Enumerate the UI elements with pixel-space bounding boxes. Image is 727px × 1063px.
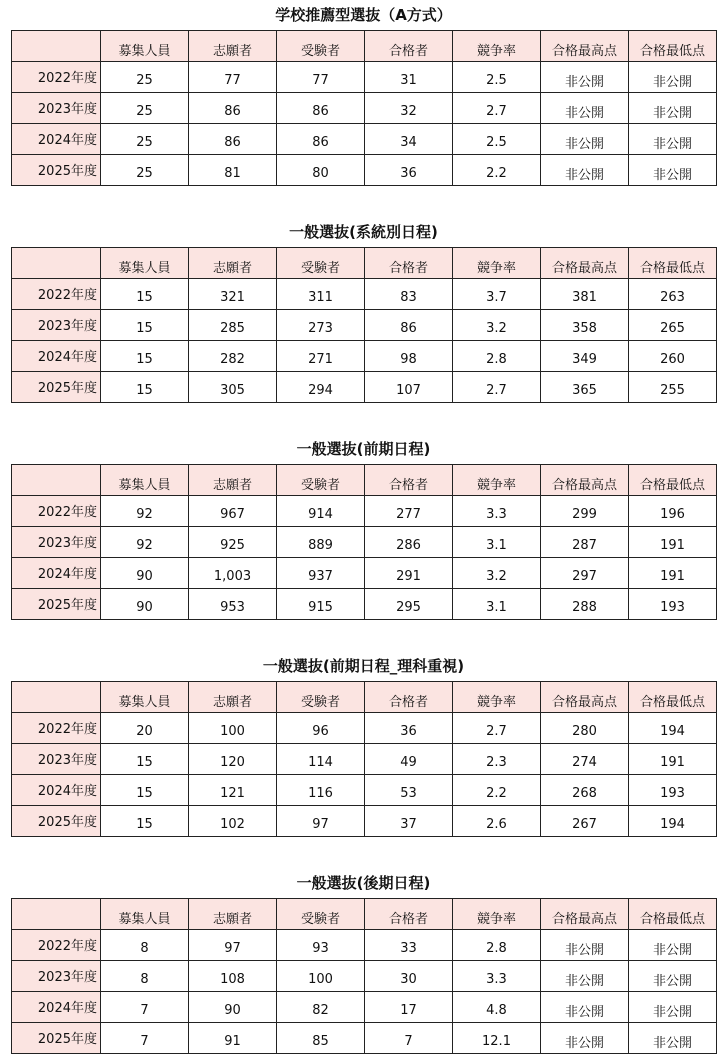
ratio-cell: 2.7	[453, 93, 541, 124]
year-cell: 2022年度	[12, 496, 101, 527]
year-cell: 2024年度	[12, 775, 101, 806]
col-header-ratio: 競争率	[453, 899, 541, 930]
table-row	[12, 124, 717, 155]
table-row	[12, 806, 717, 837]
min-score-cell: 193	[629, 589, 717, 620]
year-cell: 2024年度	[12, 341, 101, 372]
passed-cell: 286	[365, 527, 453, 558]
min-score-cell: 非公開	[629, 992, 717, 1023]
applicants-cell: 108	[189, 961, 277, 992]
min-score-cell: 196	[629, 496, 717, 527]
col-header-applicants: 志願者	[189, 31, 277, 62]
table-row	[12, 310, 717, 341]
capacity-cell: 20	[101, 713, 189, 744]
max-score-cell: 267	[541, 806, 629, 837]
capacity-cell: 15	[101, 372, 189, 403]
table-row	[12, 775, 717, 806]
capacity-cell: 15	[101, 806, 189, 837]
table-row	[12, 62, 717, 93]
capacity-cell: 90	[101, 589, 189, 620]
applicants-cell: 925	[189, 527, 277, 558]
max-score-cell: 299	[541, 496, 629, 527]
passed-cell: 37	[365, 806, 453, 837]
col-header-min-score: 合格最低点	[629, 465, 717, 496]
capacity-cell: 92	[101, 527, 189, 558]
corner-cell	[12, 682, 101, 713]
year-cell: 2025年度	[12, 155, 101, 186]
min-score-cell: 非公開	[629, 1023, 717, 1054]
examinees-cell: 86	[277, 93, 365, 124]
year-cell: 2023年度	[12, 527, 101, 558]
max-score-cell: 365	[541, 372, 629, 403]
max-score-cell: 非公開	[541, 62, 629, 93]
max-score-cell: 非公開	[541, 961, 629, 992]
applicants-cell: 100	[189, 713, 277, 744]
applicants-cell: 321	[189, 279, 277, 310]
col-header-min-score: 合格最低点	[629, 682, 717, 713]
passed-cell: 277	[365, 496, 453, 527]
table-row	[12, 558, 717, 589]
applicants-cell: 282	[189, 341, 277, 372]
table-row	[12, 713, 717, 744]
admission-table	[11, 247, 717, 403]
capacity-cell: 15	[101, 341, 189, 372]
examinees-cell: 77	[277, 62, 365, 93]
year-cell: 2024年度	[12, 124, 101, 155]
corner-cell	[12, 899, 101, 930]
year-cell: 2022年度	[12, 62, 101, 93]
examinees-cell: 86	[277, 124, 365, 155]
col-header-capacity: 募集人員	[101, 682, 189, 713]
col-header-applicants: 志願者	[189, 248, 277, 279]
table-row	[12, 961, 717, 992]
year-cell: 2025年度	[12, 806, 101, 837]
header-row	[12, 31, 717, 62]
passed-cell: 36	[365, 713, 453, 744]
col-header-examinees: 受験者	[277, 248, 365, 279]
capacity-cell: 25	[101, 155, 189, 186]
examinees-cell: 93	[277, 930, 365, 961]
section-title: 一般選抜(系統別日程)	[289, 223, 438, 241]
min-score-cell: 非公開	[629, 155, 717, 186]
table-row	[12, 341, 717, 372]
admission-table	[11, 898, 717, 1054]
passed-cell: 17	[365, 992, 453, 1023]
table-row	[12, 930, 717, 961]
applicants-cell: 77	[189, 62, 277, 93]
year-cell: 2023年度	[12, 93, 101, 124]
table-row	[12, 744, 717, 775]
max-score-cell: 297	[541, 558, 629, 589]
passed-cell: 53	[365, 775, 453, 806]
capacity-cell: 15	[101, 775, 189, 806]
ratio-cell: 3.7	[453, 279, 541, 310]
corner-cell	[12, 465, 101, 496]
year-cell: 2022年度	[12, 279, 101, 310]
admission-table	[11, 464, 717, 620]
min-score-cell: 194	[629, 713, 717, 744]
max-score-cell: 非公開	[541, 93, 629, 124]
col-header-max-score: 合格最高点	[541, 248, 629, 279]
passed-cell: 49	[365, 744, 453, 775]
col-header-min-score: 合格最低点	[629, 899, 717, 930]
applicants-cell: 1,003	[189, 558, 277, 589]
capacity-cell: 15	[101, 744, 189, 775]
min-score-cell: 非公開	[629, 93, 717, 124]
year-cell: 2025年度	[12, 589, 101, 620]
ratio-cell: 2.8	[453, 930, 541, 961]
col-header-examinees: 受験者	[277, 465, 365, 496]
passed-cell: 83	[365, 279, 453, 310]
examinees-cell: 311	[277, 279, 365, 310]
capacity-cell: 92	[101, 496, 189, 527]
passed-cell: 30	[365, 961, 453, 992]
examinees-cell: 96	[277, 713, 365, 744]
capacity-cell: 15	[101, 310, 189, 341]
min-score-cell: 非公開	[629, 930, 717, 961]
year-cell: 2025年度	[12, 1023, 101, 1054]
applicants-cell: 285	[189, 310, 277, 341]
passed-cell: 32	[365, 93, 453, 124]
section-title: 一般選抜(後期日程)	[296, 874, 431, 892]
capacity-cell: 8	[101, 961, 189, 992]
table-row	[12, 527, 717, 558]
min-score-cell: 非公開	[629, 62, 717, 93]
examinees-cell: 100	[277, 961, 365, 992]
ratio-cell: 3.3	[453, 496, 541, 527]
capacity-cell: 8	[101, 930, 189, 961]
ratio-cell: 3.1	[453, 589, 541, 620]
col-header-passed: 合格者	[365, 248, 453, 279]
col-header-examinees: 受験者	[277, 682, 365, 713]
col-header-capacity: 募集人員	[101, 248, 189, 279]
passed-cell: 7	[365, 1023, 453, 1054]
passed-cell: 36	[365, 155, 453, 186]
max-score-cell: 非公開	[541, 124, 629, 155]
examinees-cell: 116	[277, 775, 365, 806]
col-header-max-score: 合格最高点	[541, 31, 629, 62]
examinees-cell: 937	[277, 558, 365, 589]
ratio-cell: 2.5	[453, 62, 541, 93]
examinees-cell: 271	[277, 341, 365, 372]
ratio-cell: 3.2	[453, 310, 541, 341]
applicants-cell: 97	[189, 930, 277, 961]
min-score-cell: 263	[629, 279, 717, 310]
col-header-min-score: 合格最低点	[629, 31, 717, 62]
applicants-cell: 967	[189, 496, 277, 527]
year-cell: 2023年度	[12, 310, 101, 341]
ratio-cell: 2.7	[453, 372, 541, 403]
corner-cell	[12, 248, 101, 279]
ratio-cell: 2.5	[453, 124, 541, 155]
col-header-passed: 合格者	[365, 899, 453, 930]
applicants-cell: 953	[189, 589, 277, 620]
year-cell: 2022年度	[12, 930, 101, 961]
examinees-cell: 914	[277, 496, 365, 527]
section-title: 一般選抜(前期日程_理科重視)	[262, 657, 465, 675]
applicants-cell: 102	[189, 806, 277, 837]
capacity-cell: 90	[101, 558, 189, 589]
corner-cell	[12, 31, 101, 62]
col-header-capacity: 募集人員	[101, 899, 189, 930]
col-header-max-score: 合格最高点	[541, 899, 629, 930]
min-score-cell: 260	[629, 341, 717, 372]
passed-cell: 31	[365, 62, 453, 93]
col-header-applicants: 志願者	[189, 682, 277, 713]
year-cell: 2024年度	[12, 558, 101, 589]
min-score-cell: 非公開	[629, 124, 717, 155]
applicants-cell: 305	[189, 372, 277, 403]
ratio-cell: 4.8	[453, 992, 541, 1023]
section-title: 学校推薦型選抜（A方式）	[275, 6, 452, 24]
applicants-cell: 86	[189, 124, 277, 155]
col-header-passed: 合格者	[365, 682, 453, 713]
applicants-cell: 90	[189, 992, 277, 1023]
capacity-cell: 7	[101, 992, 189, 1023]
col-header-examinees: 受験者	[277, 31, 365, 62]
applicants-cell: 91	[189, 1023, 277, 1054]
col-header-passed: 合格者	[365, 465, 453, 496]
table-row	[12, 372, 717, 403]
passed-cell: 107	[365, 372, 453, 403]
max-score-cell: 非公開	[541, 1023, 629, 1054]
applicants-cell: 81	[189, 155, 277, 186]
min-score-cell: 191	[629, 744, 717, 775]
col-header-ratio: 競争率	[453, 31, 541, 62]
examinees-cell: 273	[277, 310, 365, 341]
col-header-max-score: 合格最高点	[541, 465, 629, 496]
ratio-cell: 2.3	[453, 744, 541, 775]
ratio-cell: 3.3	[453, 961, 541, 992]
ratio-cell: 3.1	[453, 527, 541, 558]
table-row	[12, 93, 717, 124]
examinees-cell: 80	[277, 155, 365, 186]
passed-cell: 291	[365, 558, 453, 589]
min-score-cell: 191	[629, 527, 717, 558]
col-header-capacity: 募集人員	[101, 465, 189, 496]
min-score-cell: 194	[629, 806, 717, 837]
max-score-cell: 非公開	[541, 155, 629, 186]
examinees-cell: 114	[277, 744, 365, 775]
passed-cell: 295	[365, 589, 453, 620]
col-header-ratio: 競争率	[453, 248, 541, 279]
capacity-cell: 25	[101, 124, 189, 155]
capacity-cell: 15	[101, 279, 189, 310]
admission-table	[11, 30, 717, 186]
table-row	[12, 589, 717, 620]
col-header-ratio: 競争率	[453, 465, 541, 496]
table-row	[12, 155, 717, 186]
ratio-cell: 2.7	[453, 713, 541, 744]
col-header-applicants: 志願者	[189, 465, 277, 496]
passed-cell: 98	[365, 341, 453, 372]
ratio-cell: 3.2	[453, 558, 541, 589]
examinees-cell: 85	[277, 1023, 365, 1054]
col-header-capacity: 募集人員	[101, 31, 189, 62]
passed-cell: 33	[365, 930, 453, 961]
col-header-examinees: 受験者	[277, 899, 365, 930]
applicants-cell: 120	[189, 744, 277, 775]
min-score-cell: 193	[629, 775, 717, 806]
max-score-cell: 349	[541, 341, 629, 372]
min-score-cell: 191	[629, 558, 717, 589]
col-header-ratio: 競争率	[453, 682, 541, 713]
examinees-cell: 97	[277, 806, 365, 837]
capacity-cell: 7	[101, 1023, 189, 1054]
section-title: 一般選抜(前期日程)	[296, 440, 431, 458]
header-row	[12, 248, 717, 279]
ratio-cell: 2.6	[453, 806, 541, 837]
examinees-cell: 294	[277, 372, 365, 403]
table-row	[12, 992, 717, 1023]
year-cell: 2022年度	[12, 713, 101, 744]
ratio-cell: 2.8	[453, 341, 541, 372]
applicants-cell: 86	[189, 93, 277, 124]
passed-cell: 86	[365, 310, 453, 341]
min-score-cell: 非公開	[629, 961, 717, 992]
header-row	[12, 682, 717, 713]
header-row	[12, 899, 717, 930]
examinees-cell: 915	[277, 589, 365, 620]
examinees-cell: 889	[277, 527, 365, 558]
max-score-cell: 280	[541, 713, 629, 744]
max-score-cell: 381	[541, 279, 629, 310]
col-header-passed: 合格者	[365, 31, 453, 62]
col-header-applicants: 志願者	[189, 899, 277, 930]
year-cell: 2025年度	[12, 372, 101, 403]
ratio-cell: 12.1	[453, 1023, 541, 1054]
table-row	[12, 1023, 717, 1054]
passed-cell: 34	[365, 124, 453, 155]
max-score-cell: 287	[541, 527, 629, 558]
col-header-min-score: 合格最低点	[629, 248, 717, 279]
ratio-cell: 2.2	[453, 775, 541, 806]
examinees-cell: 82	[277, 992, 365, 1023]
max-score-cell: 274	[541, 744, 629, 775]
table-row	[12, 279, 717, 310]
header-row	[12, 465, 717, 496]
max-score-cell: 358	[541, 310, 629, 341]
ratio-cell: 2.2	[453, 155, 541, 186]
max-score-cell: 288	[541, 589, 629, 620]
year-cell: 2024年度	[12, 992, 101, 1023]
capacity-cell: 25	[101, 62, 189, 93]
applicants-cell: 121	[189, 775, 277, 806]
col-header-max-score: 合格最高点	[541, 682, 629, 713]
max-score-cell: 非公開	[541, 930, 629, 961]
capacity-cell: 25	[101, 93, 189, 124]
max-score-cell: 非公開	[541, 992, 629, 1023]
admission-table	[11, 681, 717, 837]
year-cell: 2023年度	[12, 744, 101, 775]
min-score-cell: 265	[629, 310, 717, 341]
min-score-cell: 255	[629, 372, 717, 403]
max-score-cell: 268	[541, 775, 629, 806]
table-row	[12, 496, 717, 527]
year-cell: 2023年度	[12, 961, 101, 992]
